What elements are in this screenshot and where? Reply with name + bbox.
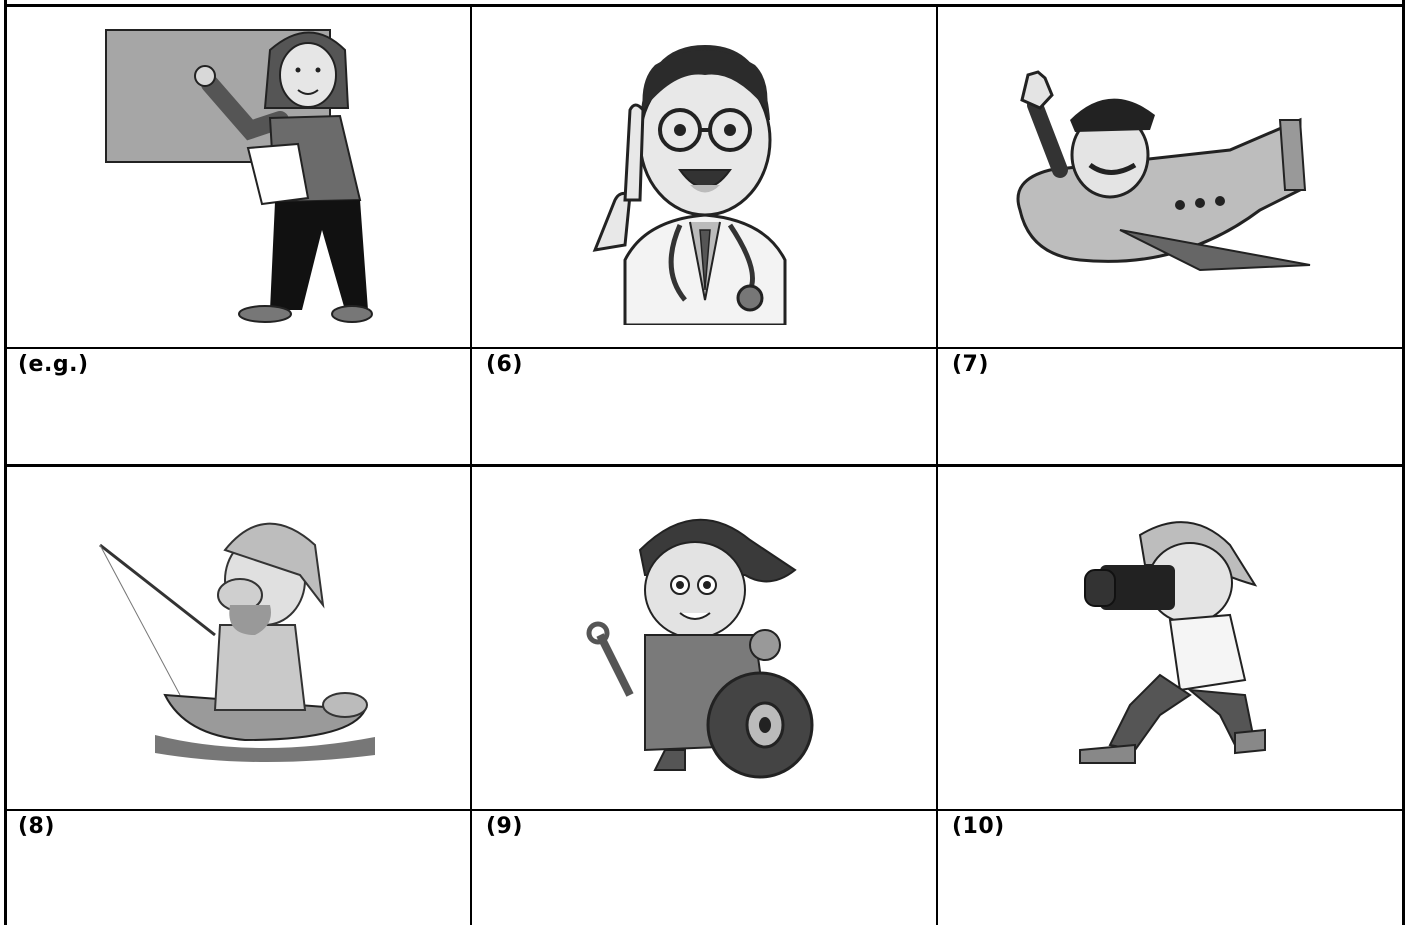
answer-label-6: (6) [486, 352, 523, 377]
divider-row-2-label [4, 809, 1405, 811]
border-top [4, 4, 1405, 7]
answer-label-8: (8) [18, 814, 55, 839]
mechanic-picture [585, 495, 825, 785]
answer-label-example: (e.g.) [18, 352, 89, 377]
divider-row-2 [4, 464, 1405, 467]
pilot-picture [1000, 60, 1340, 290]
border-right [1402, 0, 1405, 925]
photographer-picture [1070, 505, 1270, 775]
doctor-picture [585, 30, 825, 325]
divider-row-1-label [4, 347, 1405, 349]
answer-label-10: (10) [952, 814, 1005, 839]
answer-label-9: (9) [486, 814, 523, 839]
border-left [4, 0, 7, 925]
teacher-picture [90, 20, 390, 330]
fisherman-picture [95, 505, 395, 775]
answer-label-7: (7) [952, 352, 989, 377]
